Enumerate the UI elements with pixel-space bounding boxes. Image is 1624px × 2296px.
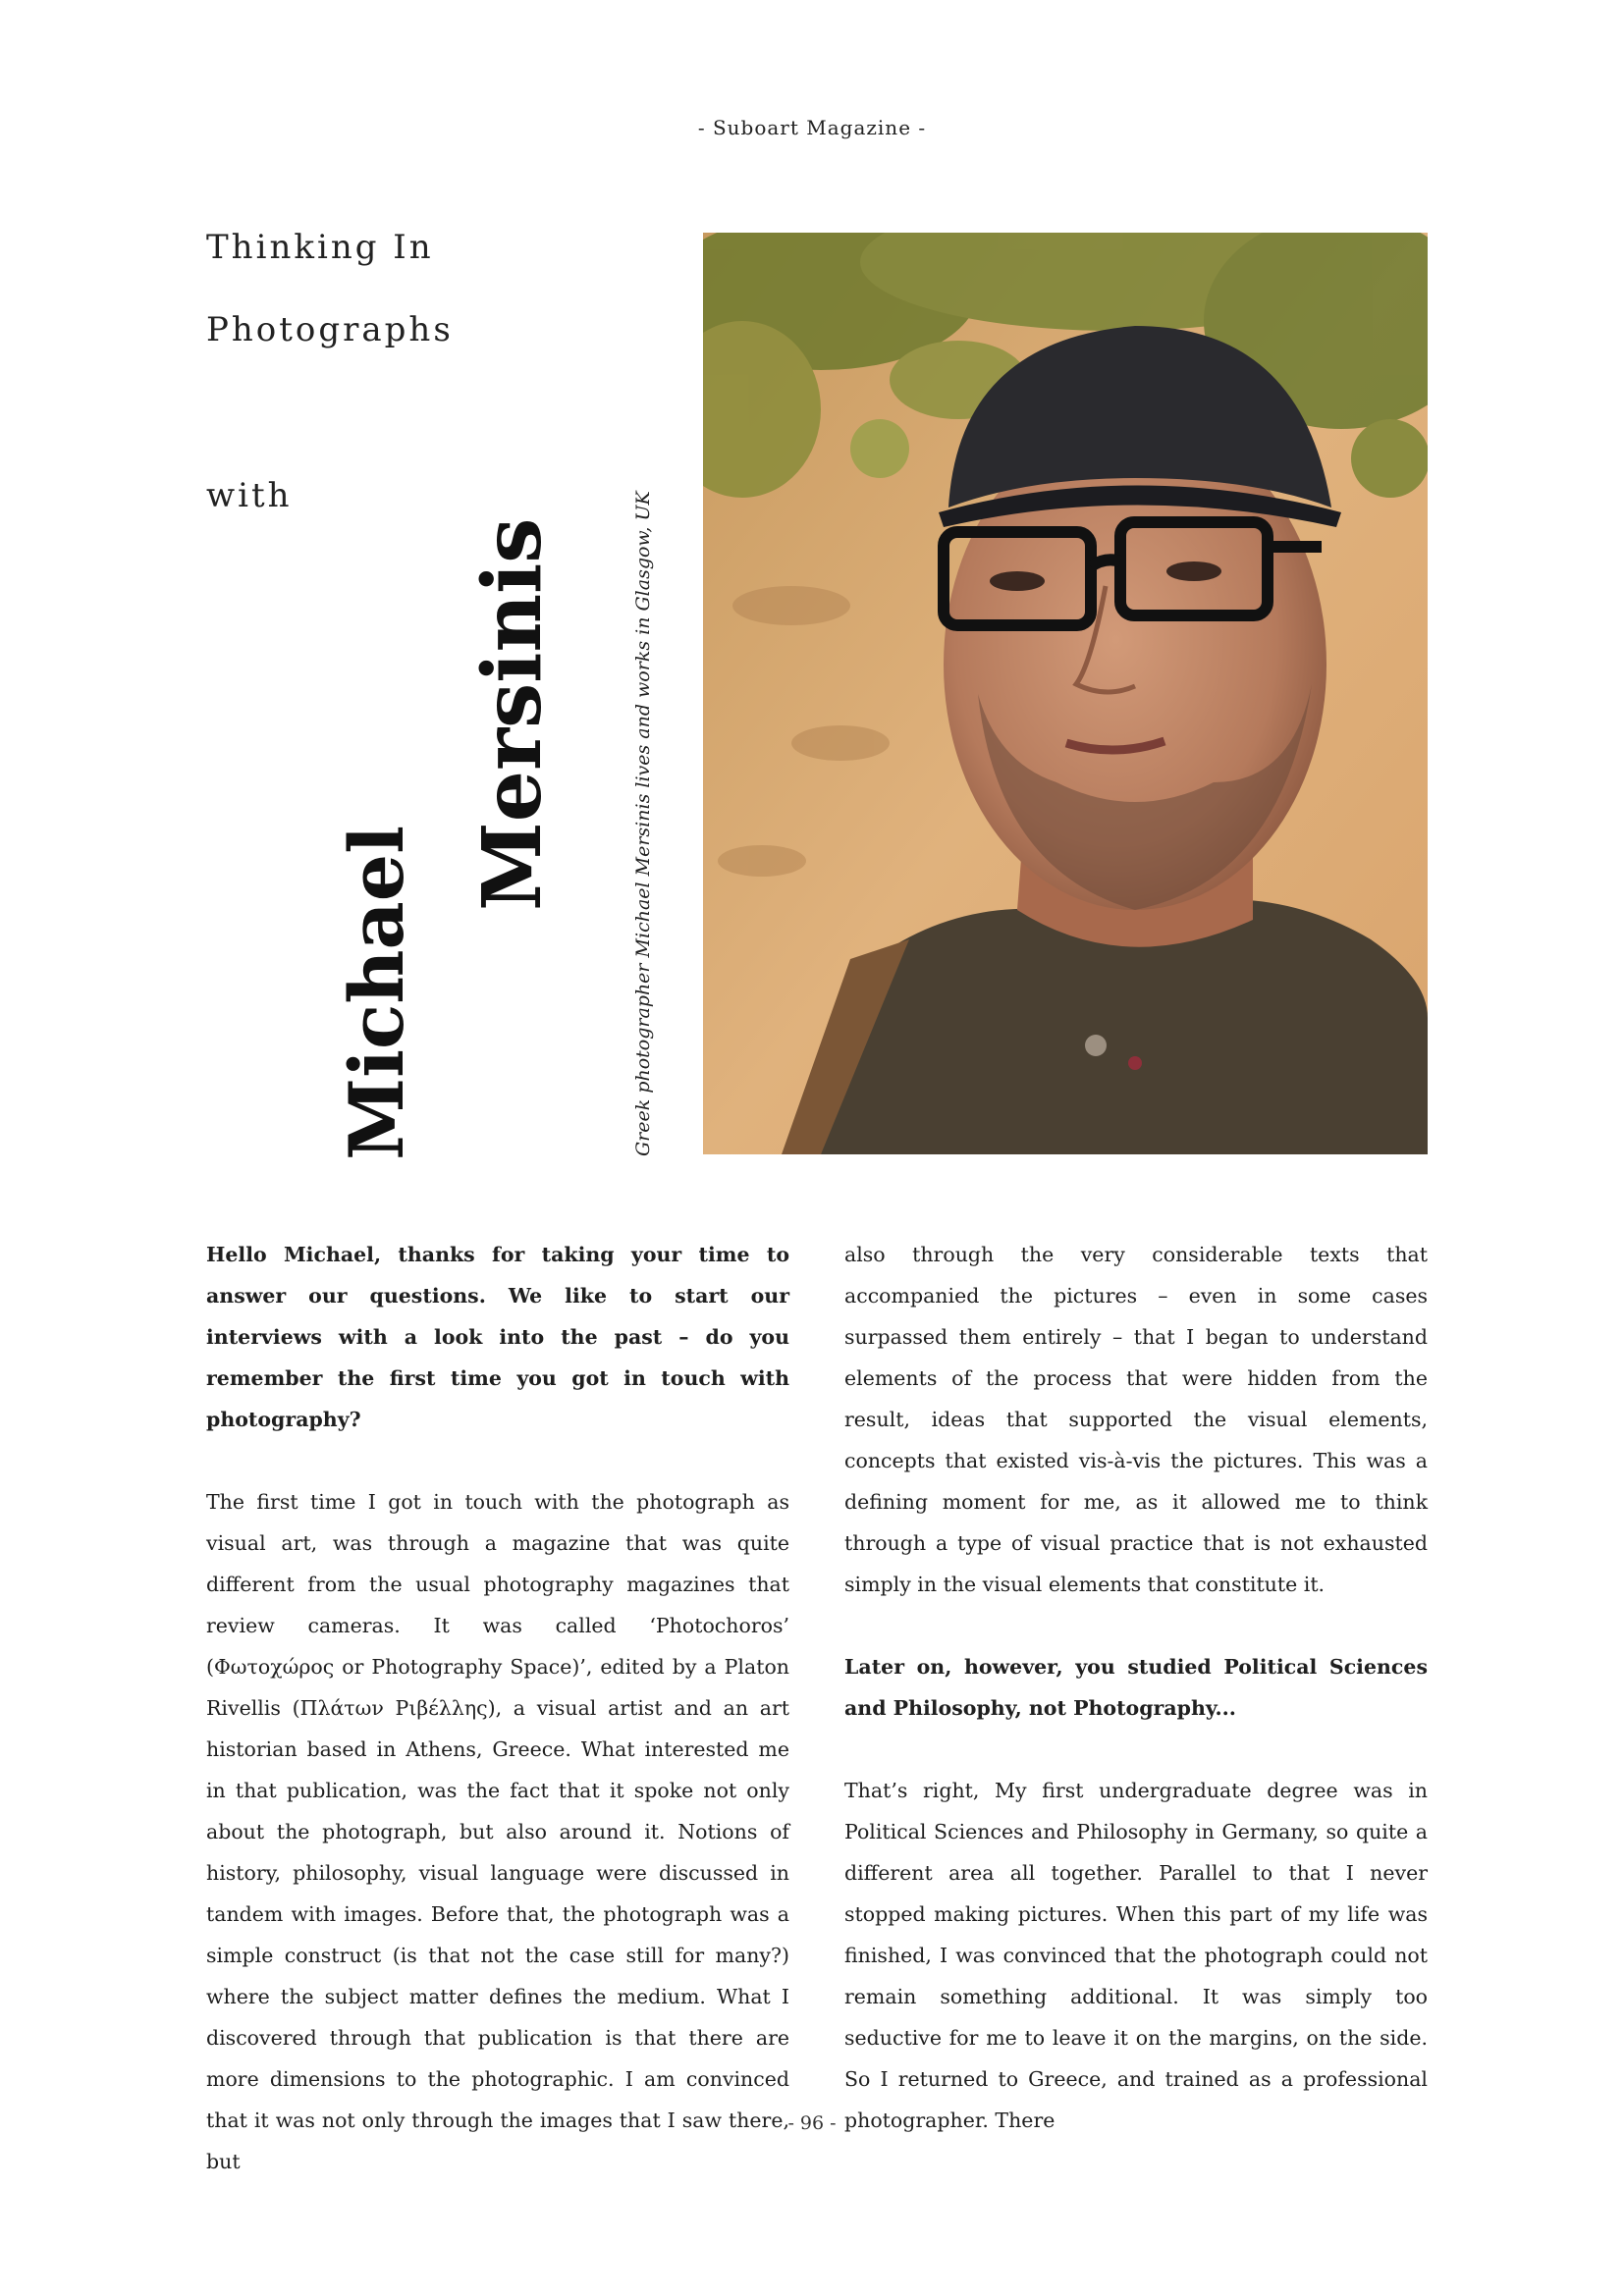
- portrait-photo: [703, 233, 1428, 1154]
- right-column: [844, 1234, 1428, 2141]
- answer-1: The first time I got in touch with the photograph as visual art, was through a magazine that was quite different from the usual photography magazines that review cameras. It was called ‘Photochoros’ (Φωτοχώρος or Photography Space)’, edited by a Platon Rivellis (Πλάτων Ριβέλλης), a visual artist and an art historian based in Athens, Greece. What interested me in that publication, was the fact that it spoke not only about the photograph, but also around it. Notions of history, philosophy, visual language were discussed in tandem with images. Before that, the photograph was a simple construct (is that not the case still for many?) where the subject matter defines the medium. What I discovered through that publication is that there are more dimensions to the photographic. I am convinced that it was not only through the images that I saw there, but: [206, 1490, 789, 2173]
- question-2: Later on, however, you studied Political Sciences and Philosophy, not Photography...: [844, 1655, 1428, 1720]
- title-with: with: [206, 476, 293, 515]
- name-last: Mersinis: [465, 517, 560, 911]
- name-first: Michael: [333, 826, 420, 1160]
- title-line-2: Photographs: [206, 310, 454, 349]
- portrait-illustration: [703, 233, 1428, 1154]
- question-1: Hello Michael, thanks for taking your time to answer our questions. We like to start our interviews with a look into the past – do you remember the first time you got in touch with photography?: [206, 1243, 789, 1431]
- answer-2: That’s right, My first undergraduate degree was in Political Sciences and Philosophy in Germany, so quite a different area all together. Parallel to that I never stopped making pictures. When this part of my life was finished, I was convinced that the photograph could not remain something additional. It was simply too seductive for me to leave it on the margins, on the side. So I returned to Greece, and trained as a professional photographer. There: [844, 1779, 1428, 2132]
- photo-caption: Greek photographer Michael Mersinis lives and works in Glasgow, UK: [632, 491, 654, 1156]
- left-column: [206, 1234, 789, 2182]
- answer-1-continued: also through the very considerable texts that accompanied the pictures – even in some cases surpassed them entirely – that I began to understand elements of the process that were hidden from the result, ideas that supported the visual elements, concepts that existed vis-à-vis the pictures. This was a defining moment for me, as it allowed me to think through a type of visual practice that is not exhausted simply in the visual elements that constitute it.: [844, 1243, 1428, 1596]
- magazine-header: - Suboart Magazine -: [697, 116, 927, 139]
- page-number: - 96 -: [787, 2112, 837, 2134]
- title-line-1: Thinking In: [206, 228, 434, 267]
